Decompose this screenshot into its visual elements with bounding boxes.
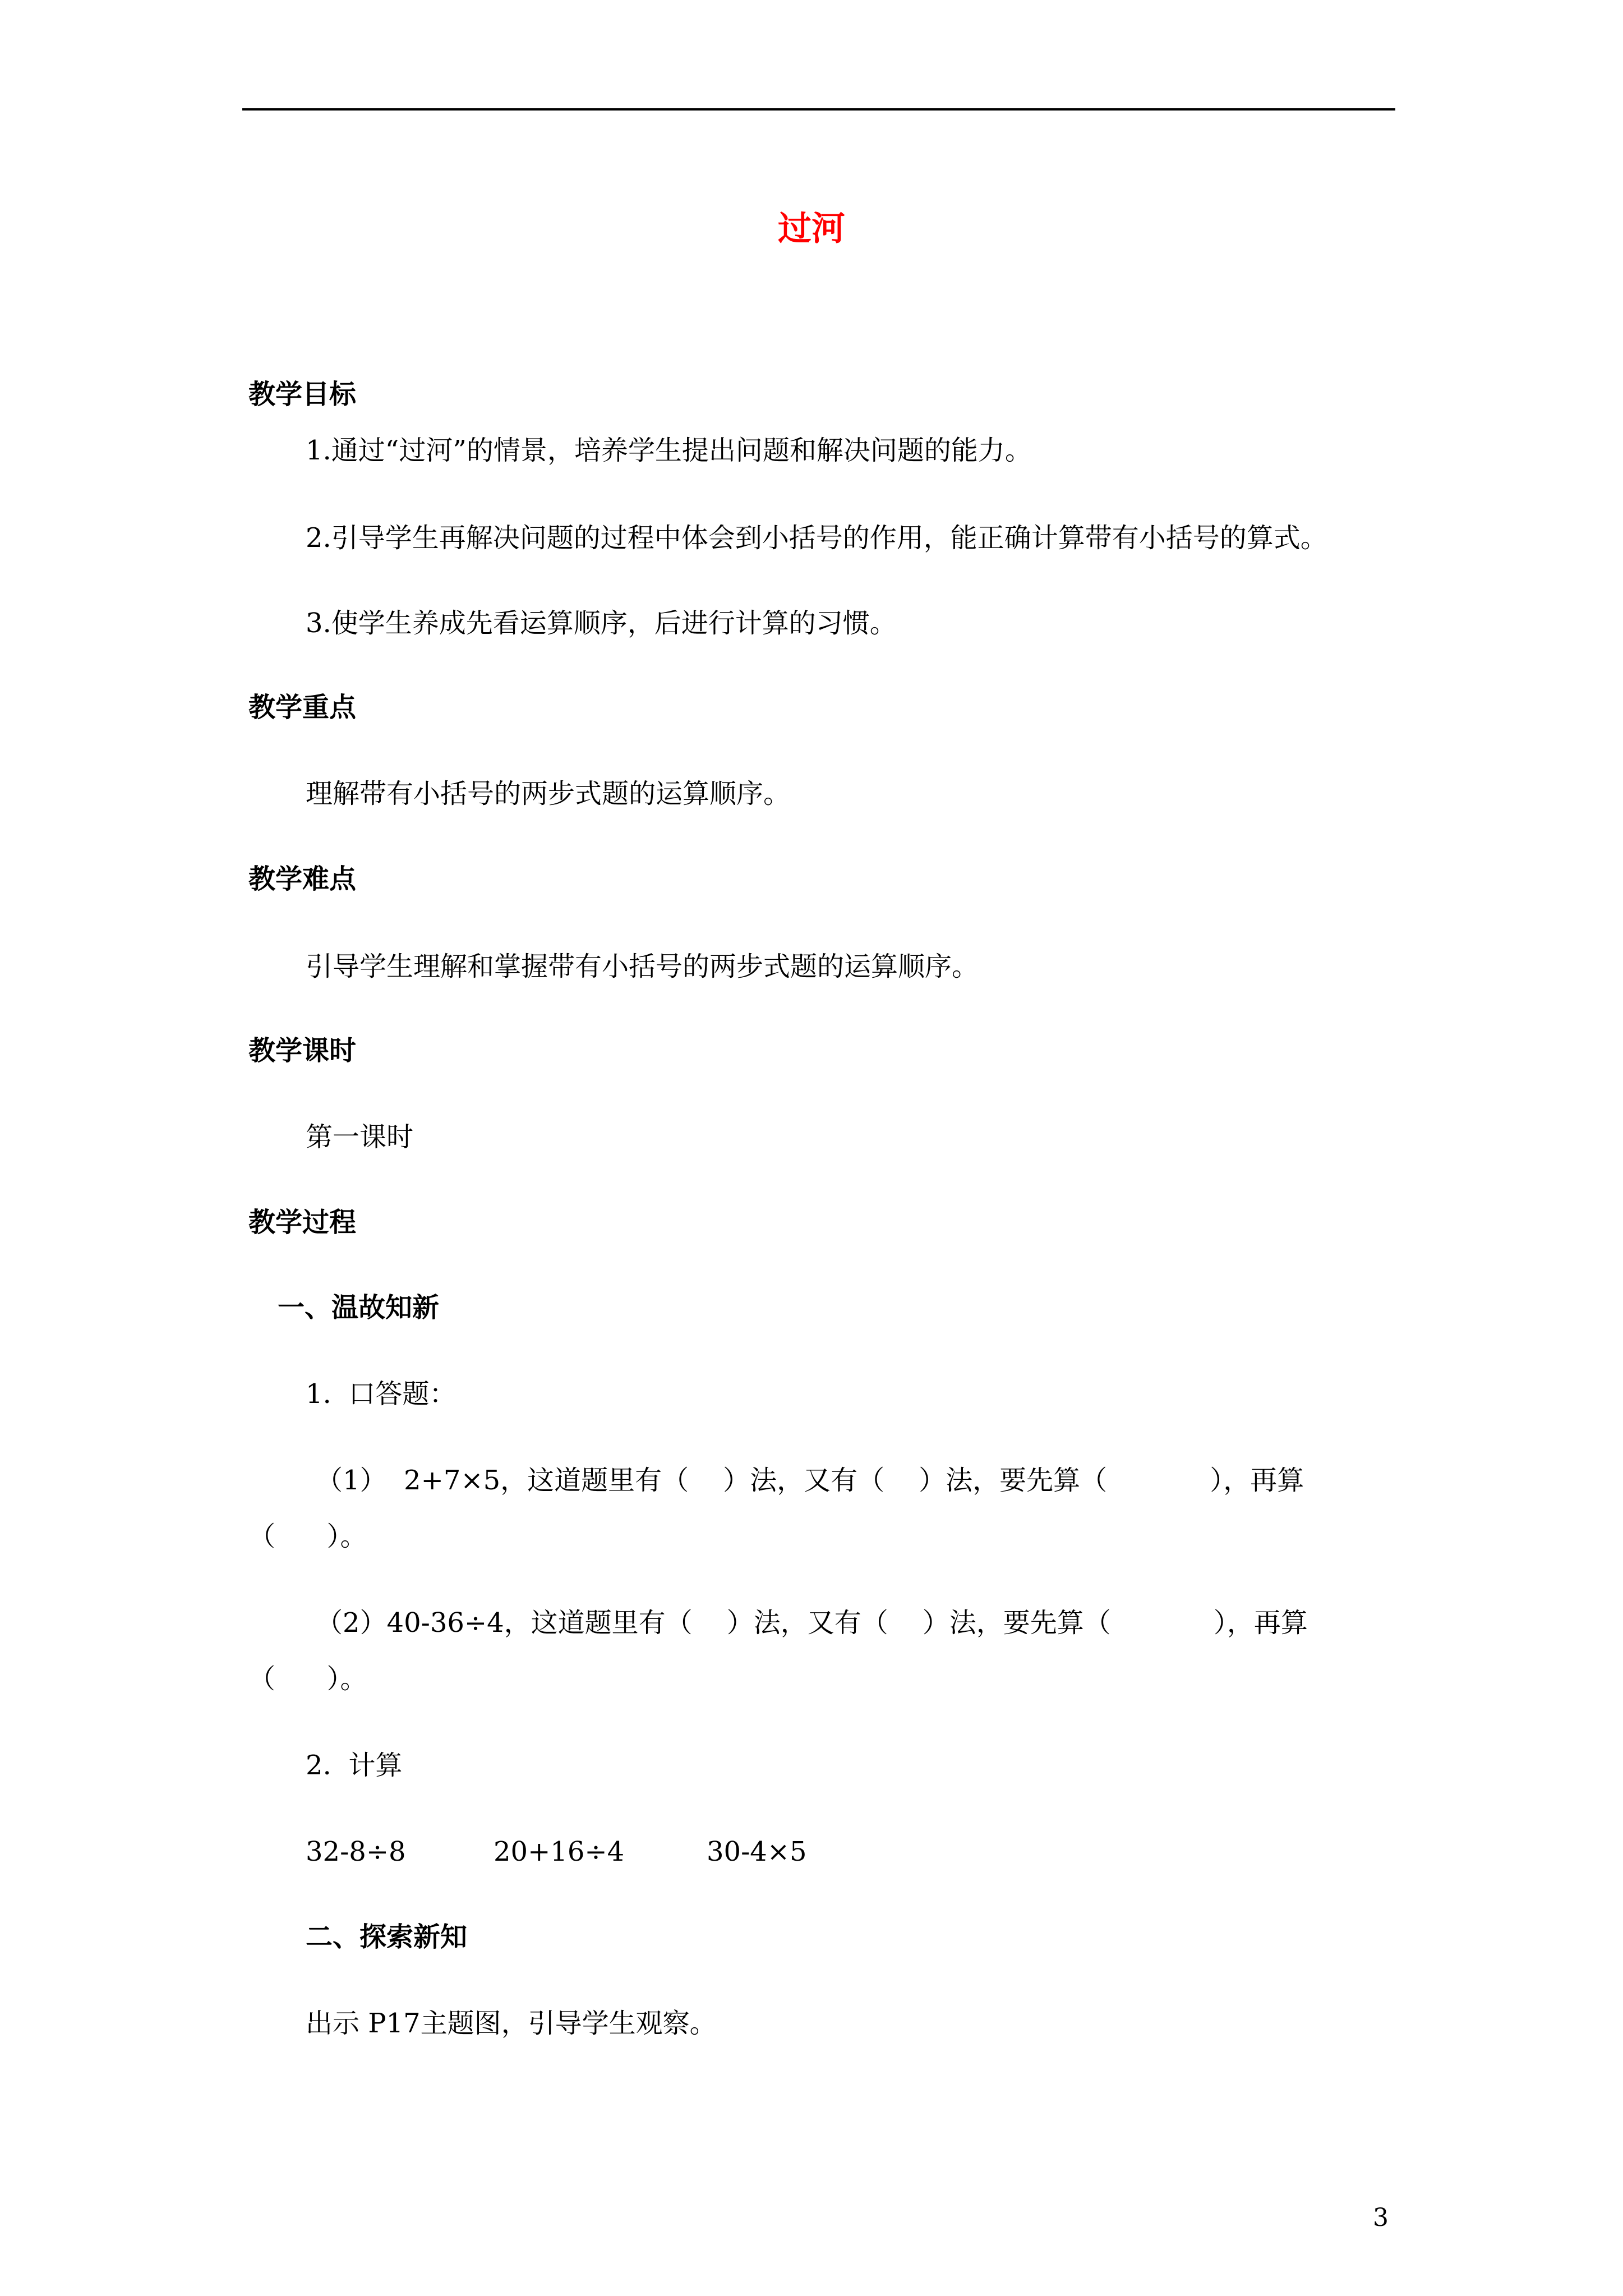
objective-item-3: 3.使学生养成先看运算顺序，后进行计算的习惯。 [306, 608, 897, 639]
page-number: 3 [1373, 2203, 1389, 2232]
objectives-heading: 教学目标 [248, 379, 357, 410]
difficulty-text: 引导学生理解和掌握带有小括号的两步式题的运算顺序。 [306, 951, 979, 982]
part2-heading: 二、探索新知 [306, 1921, 468, 1953]
key-point-text: 理解带有小括号的两步式题的运算顺序。 [306, 778, 791, 809]
part2-text: 出示 P17主题图，引导学生观察。 [306, 2008, 717, 2039]
question-1-2-line-2: （ ）。 [248, 1663, 367, 1695]
period-heading: 教学课时 [248, 1035, 357, 1066]
header-rule [242, 108, 1395, 111]
objective-item-1: 1.通过“过河”的情景，培养学生提出问题和解决问题的能力。 [306, 435, 1032, 466]
process-heading: 教学过程 [248, 1207, 357, 1238]
question-1-2-line-1: （2）40-36÷4，这道题里有（ ）法，又有（ ）法，要先算（ ），再算 [316, 1607, 1308, 1639]
question-2-label: 2. 计算 [306, 1750, 403, 1781]
expression-1: 32-8÷8 [306, 1836, 406, 1867]
question-1-label: 1. 口答题： [306, 1378, 457, 1410]
expression-3: 30-4×5 [707, 1836, 807, 1867]
part1-heading: 一、温故知新 [278, 1292, 440, 1323]
document-title: 过河 [778, 209, 845, 249]
expression-2: 20+16÷4 [494, 1836, 625, 1867]
difficulty-heading: 教学难点 [248, 863, 357, 895]
question-1-1-line-1: （1） 2+7×5，这道题里有（ ）法，又有（ ）法，要先算（ ），再算 [316, 1465, 1304, 1496]
key-point-heading: 教学重点 [248, 692, 357, 723]
objective-item-2: 2.引导学生再解决问题的过程中体会到小括号的作用，能正确计算带有小括号的算式。 [306, 522, 1327, 554]
question-1-1-line-2: （ ）。 [248, 1521, 367, 1552]
period-text: 第一课时 [306, 1121, 414, 1153]
